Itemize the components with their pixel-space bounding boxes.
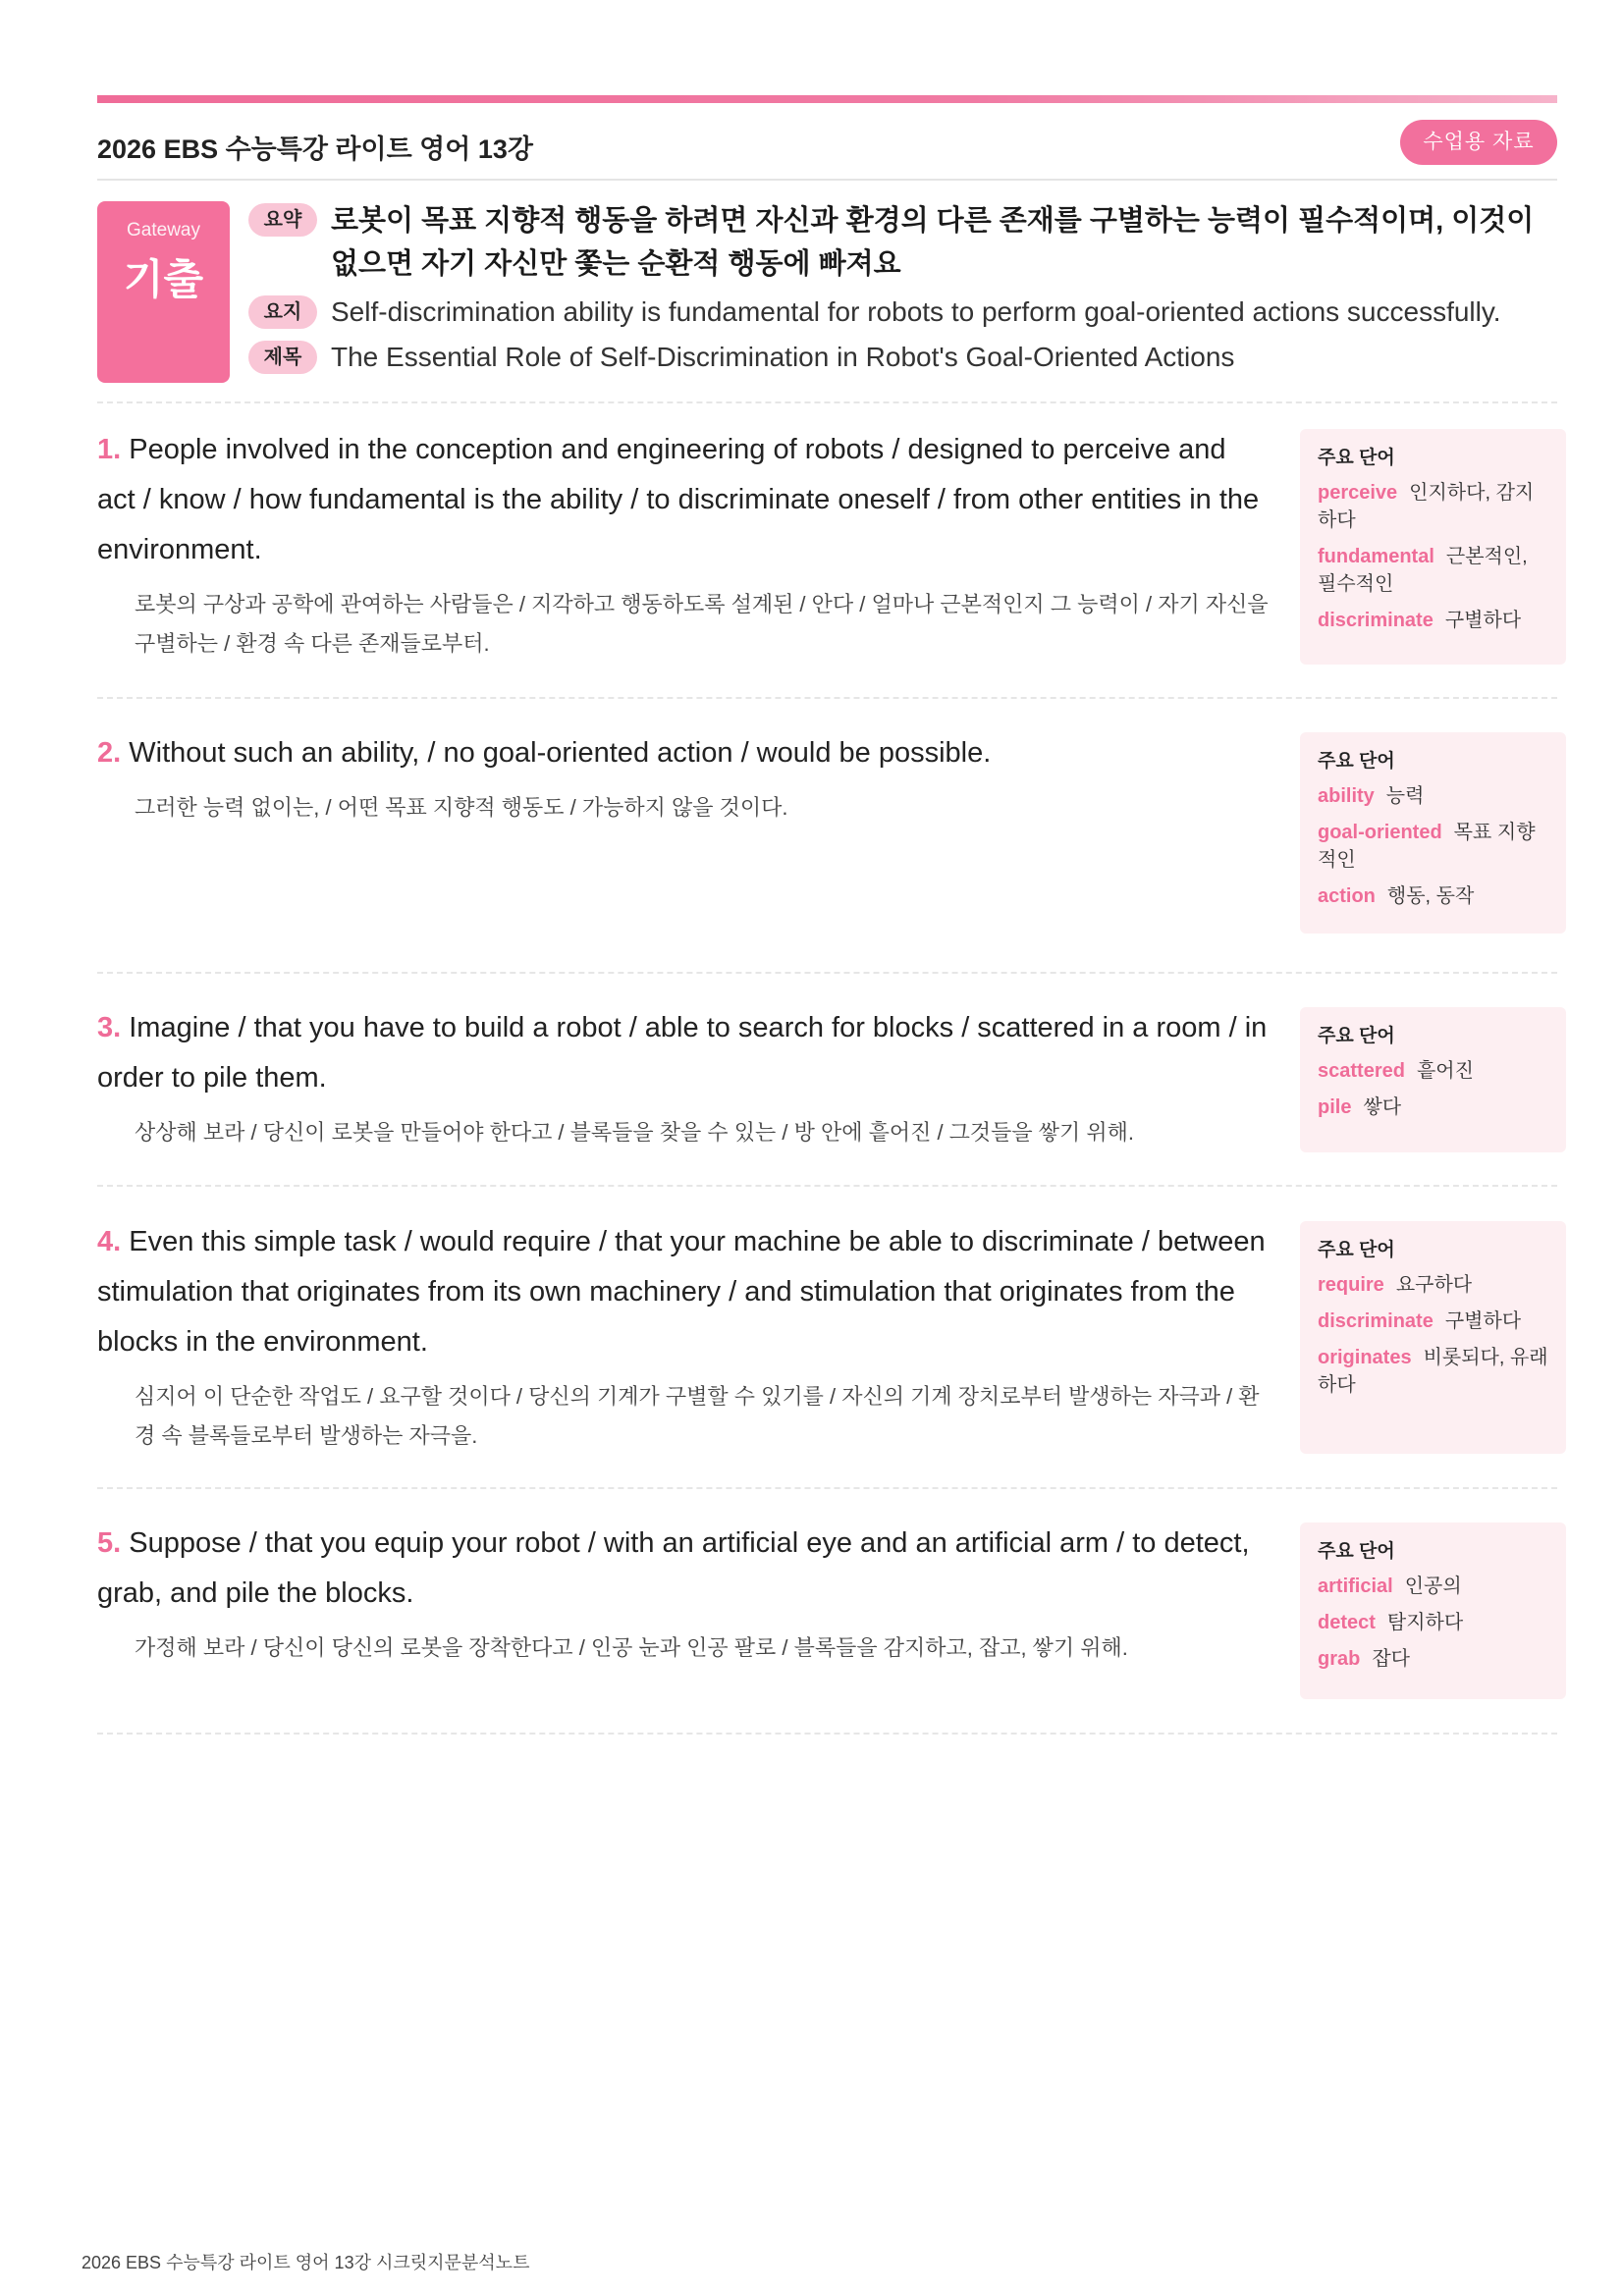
section-divider [97,1487,1557,1489]
vocab-entry [1318,479,1548,534]
vocab-entry [1318,1057,1548,1085]
header-accent-bar [97,95,1557,103]
vocab-word: discriminate [1318,1310,1434,1332]
gist-row [248,294,1564,339]
vocab-word: scattered [1318,1060,1405,1082]
vocab-word: detect [1318,1612,1376,1633]
title-row [248,339,1564,384]
korean-translation: 로봇의 구상과 공학에 관여하는 사람들은 / 지각하고 행동하도록 설계된 / 안다 / 얼마나 근본적인지 그 능력이 / 자기 자신을 구별하는 / 환경 속 다른 존재들로부터. [135,592,1269,656]
class-material-badge: 수업용 자료 [1400,120,1557,165]
section-divider [97,972,1557,974]
vocab-meaning: 구별하다 [1444,1310,1522,1332]
english-sentence [97,1217,1271,1367]
vocab-word: require [1318,1274,1384,1296]
vocab-meaning: 비롯되다, 유래하다 [1318,1347,1548,1396]
vocab-meaning: 탐지하다 [1386,1612,1464,1633]
english-sentence [97,1003,1271,1103]
section-divider [97,697,1557,699]
vocab-meaning: 요구하다 [1395,1274,1473,1296]
sentence-item-1 [97,425,1271,664]
vocab-word: action [1318,885,1376,907]
vocab-word: originates [1318,1347,1412,1368]
vocab-box-3 [1300,1007,1566,1152]
vocab-entry [1318,1094,1548,1121]
korean-translation: 그러한 능력 없이는, / 어떤 목표 지향적 행동도 / 가능하지 않을 것이다. [135,795,788,820]
vocab-word: pile [1318,1096,1352,1118]
sentence-item-5 [97,1519,1271,1668]
english-text: Even this simple task / would require / that your machine be able to discriminate / between stimulation that originates from its own machinery / and stimulation that originates from the blocks in the environment. [97,1226,1266,1358]
sentence-item-2 [97,728,1271,828]
vocab-entry [1318,1308,1548,1335]
vocab-title: 주요 단어 [1318,1541,1395,1562]
english-text: Imagine / that you have to build a robot / able to search for blocks / scattered in a room / in order to pile them. [97,1012,1268,1094]
summary-pill: 요약 [248,203,317,237]
vocab-word: ability [1318,785,1375,807]
title-text: The Essential Role of Self-Discrimination in Robot's Goal-Oriented Actions [331,342,1235,372]
gateway-box [97,201,230,383]
vocab-entry [1318,1609,1548,1636]
vocab-word: fundamental [1318,546,1434,567]
english-text: Suppose / that you equip your robot / with an artificial eye and an artificial arm / to detect, grab, and pile the blocks. [97,1527,1250,1609]
vocab-box-1 [1300,429,1566,665]
gist-pill: 요지 [248,295,317,329]
vocab-entry [1318,1573,1548,1600]
sentence-number: 3. [97,1012,122,1043]
page-footer: 2026 EBS 수능특강 라이트 영어 13강 시크릿지문분석노트 [81,2253,530,2272]
vocab-word: perceive [1318,482,1398,504]
english-text: People involved in the conception and engineering of robots / designed to perceive and act / know / how fundamental is the ability / to discriminate oneself / from other entities in the environment. [97,434,1260,565]
summary-row [248,199,1564,294]
vocab-box-2 [1300,732,1566,934]
vocab-meaning: 행동, 동작 [1386,885,1475,907]
section-divider [97,401,1557,403]
korean-translation: 심지어 이 단순한 작업도 / 요구할 것이다 / 당신의 기계가 구별할 수 있기를 / 자신의 기계 장치로부터 발생하는 자극과 / 환경 속 블록들로부터 발생하는 자극을. [135,1384,1260,1448]
page-header [97,118,1557,181]
vocab-box-4 [1300,1221,1566,1454]
vocab-word: artificial [1318,1575,1393,1597]
gateway-title: 기출 [123,256,204,302]
vocab-box-5 [1300,1522,1566,1699]
summary-section [248,199,1564,384]
gateway-label: Gateway [127,220,200,240]
vocab-title: 주요 단어 [1318,751,1395,772]
sentence-item-3 [97,1003,1271,1152]
sentence-number: 5. [97,1527,122,1559]
vocab-meaning: 구별하다 [1444,610,1522,631]
vocab-meaning: 인공의 [1404,1575,1462,1597]
vocab-entry [1318,607,1548,634]
vocab-meaning: 인지하다, 감지하다 [1318,482,1535,531]
korean-translation: 가정해 보라 / 당신이 당신의 로봇을 장착한다고 / 인공 눈과 인공 팔로 / 블록들을 감지하고, 잡고, 쌓기 위해. [135,1635,1128,1660]
sentence-number: 2. [97,737,122,769]
title-pill: 제목 [248,341,317,374]
english-text: Without such an ability, / no goal-oriented action / would be possible. [129,737,992,769]
vocab-meaning: 목표 지향적인 [1318,822,1536,871]
vocab-entry [1318,782,1548,810]
english-sentence [97,728,1271,778]
vocab-entry [1318,543,1548,598]
section-divider [97,1185,1557,1187]
vocab-title: 주요 단어 [1318,448,1395,468]
section-divider [97,1733,1557,1735]
page-title: 2026 EBS 수능특강 라이트 영어 13강 [97,134,533,164]
vocab-word: discriminate [1318,610,1434,631]
sentence-number: 4. [97,1226,122,1257]
vocab-meaning: 근본적인, 필수적인 [1318,546,1528,595]
sentence-item-4 [97,1217,1271,1456]
vocab-meaning: 흩어진 [1416,1060,1474,1082]
english-sentence [97,1519,1271,1619]
vocab-entry [1318,1344,1548,1399]
vocab-entry [1318,819,1548,874]
summary-text: 로봇이 목표 지향적 행동을 하려면 자신과 환경의 다른 존재를 구별하는 능력이 필수적이며, 이것이 없으면 자기 자신만 쫓는 순환적 행동에 빠져요 [331,205,1535,280]
vocab-meaning: 쌓다 [1363,1096,1402,1118]
vocab-title: 주요 단어 [1318,1026,1395,1046]
vocab-word: grab [1318,1648,1361,1670]
vocab-meaning: 잡다 [1372,1648,1410,1670]
vocab-word: goal-oriented [1318,822,1442,843]
vocab-meaning: 능력 [1385,785,1425,807]
vocab-entry [1318,882,1548,910]
sentence-number: 1. [97,434,122,465]
english-sentence [97,425,1271,575]
vocab-entry [1318,1271,1548,1299]
vocab-title: 주요 단어 [1318,1240,1395,1260]
vocab-entry [1318,1645,1548,1673]
korean-translation: 상상해 보라 / 당신이 로봇을 만들어야 한다고 / 블록들을 찾을 수 있는 / 방 안에 흩어진 / 그것들을 쌓기 위해. [135,1120,1135,1145]
gist-text: Self-discrimination ability is fundamental for robots to perform goal-oriented actions successfully. [331,296,1501,327]
